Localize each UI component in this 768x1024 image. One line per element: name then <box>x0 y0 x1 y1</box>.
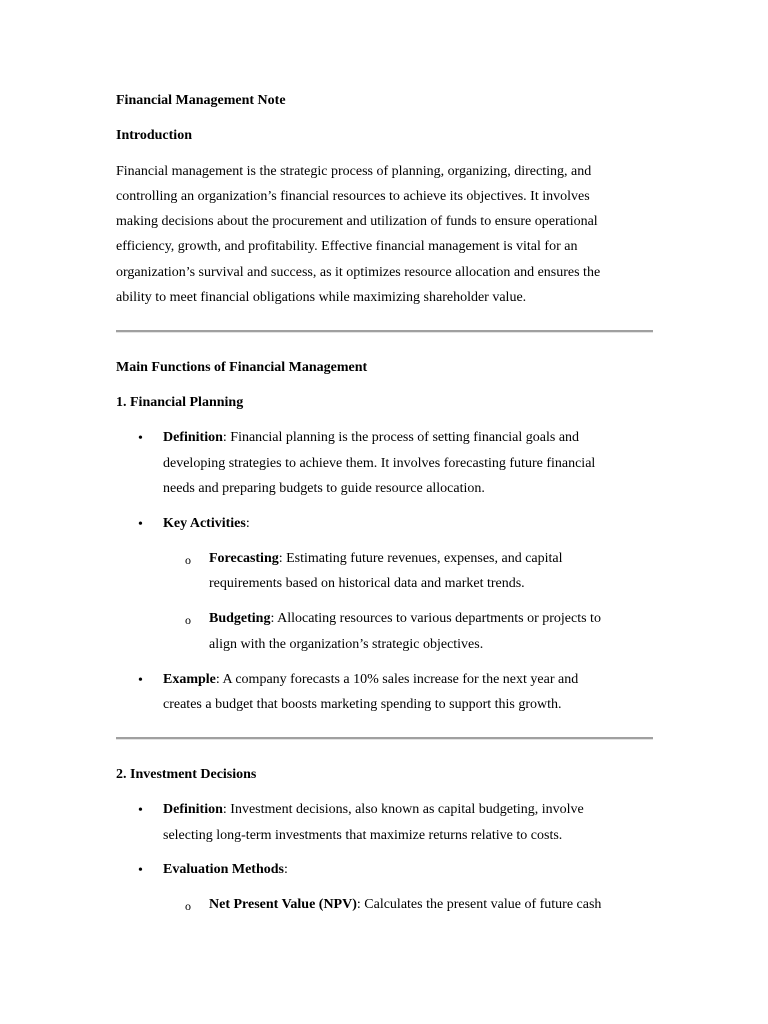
sub-bullet-icon: o <box>185 899 191 913</box>
sub-bullet-icon: o <box>185 613 191 627</box>
evaluation-methods-term: Evaluation Methods <box>163 862 284 877</box>
intro-line: ability to meet financial obligations while maximizing shareholder value. <box>116 290 527 305</box>
forecasting-line: requirements based on historical data and market trends. <box>209 576 525 591</box>
section-divider <box>116 737 653 740</box>
section-heading-investment-decisions: 2. Investment Decisions <box>116 767 257 782</box>
example-term: Example <box>163 672 216 687</box>
forecasting-item <box>209 550 563 568</box>
example-line: creates a budget that boosts marketing spending to support this growth. <box>163 697 562 712</box>
investment-definition-item <box>163 801 584 819</box>
budgeting-line: align with the organization’s strategic objectives. <box>209 637 484 652</box>
definition-line: needs and preparing budgets to guide resource allocation. <box>163 481 485 496</box>
definition-item <box>163 429 579 447</box>
intro-line: controlling an organization’s financial resources to achieve its objectives. It involves <box>116 189 590 204</box>
intro-line: efficiency, growth, and profitability. Effective financial management is vital for an <box>116 239 578 254</box>
budgeting-term: Budgeting <box>209 611 271 626</box>
definition-term: Definition <box>163 430 223 445</box>
budgeting-text: : Allocating resources to various departments or projects to <box>270 611 601 626</box>
intro-line: Financial management is the strategic process of planning, organizing, directing, and <box>116 164 592 179</box>
npv-item <box>209 896 601 914</box>
functions-heading: Main Functions of Financial Management <box>116 360 368 375</box>
intro-heading: Introduction <box>116 128 192 143</box>
sub-bullet-icon: o <box>185 553 191 567</box>
evaluation-methods-suffix: : <box>283 862 288 877</box>
definition-text: : Financial planning is the process of setting financial goals and <box>222 430 580 445</box>
key-activities-term: Key Activities <box>163 516 246 531</box>
bullet-icon: • <box>138 803 143 818</box>
budgeting-item <box>209 610 601 628</box>
document-title: Financial Management Note <box>116 93 286 108</box>
example-text: : A company forecasts a 10% sales increase for the next year and <box>215 672 579 687</box>
bullet-icon: • <box>138 517 143 532</box>
bullet-icon: • <box>138 673 143 688</box>
key-activities-suffix: : <box>245 516 250 531</box>
section-heading-financial-planning: 1. Financial Planning <box>116 395 244 410</box>
npv-text: : Calculates the present value of future cash <box>356 897 602 912</box>
investment-definition-text: : Investment decisions, also known as capital budgeting, involve <box>222 802 584 817</box>
definition-line: developing strategies to achieve them. It involves forecasting future financial <box>163 456 596 471</box>
investment-definition-term: Definition <box>163 802 223 817</box>
npv-term: Net Present Value (NPV) <box>209 897 357 912</box>
bullet-icon: • <box>138 431 143 446</box>
intro-line: organization’s survival and success, as it optimizes resource allocation and ensures the <box>116 265 601 280</box>
forecasting-term: Forecasting <box>209 551 279 566</box>
investment-definition-line: selecting long-term investments that maximize returns relative to costs. <box>163 828 563 843</box>
example-item <box>163 671 578 689</box>
forecasting-text: : Estimating future revenues, expenses, and capital <box>278 551 563 566</box>
intro-line: making decisions about the procurement and utilization of funds to ensure operational <box>116 214 598 229</box>
section-divider <box>116 330 653 333</box>
bullet-icon: • <box>138 863 143 878</box>
evaluation-methods-item <box>163 861 288 879</box>
key-activities-item <box>163 515 250 533</box>
